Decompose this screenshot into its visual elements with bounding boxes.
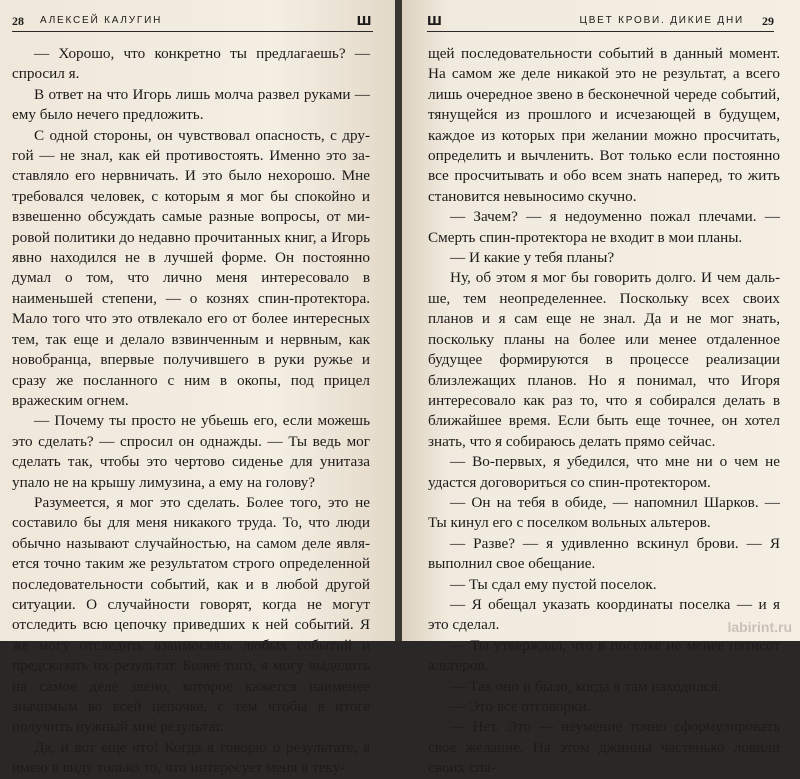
paragraph: — Ты сдал ему пустой поселок.: [450, 575, 657, 593]
paragraph: — И какие у тебя планы?: [450, 249, 615, 267]
paragraph: — Ты утверждал, что в поселке не менее пятисот альтеров.: [428, 636, 780, 675]
page-number: 28: [12, 14, 24, 28]
paragraph: — Я обещал указать координаты поселка — и я это сделал.: [428, 595, 780, 634]
paragraph: — Так оно и было, когда я там находился.: [450, 677, 722, 695]
paragraph: — Он на тебя в обиде, — напомнил Шарков. — Ты кинул его с поселком вольных альтеров.: [428, 493, 780, 532]
paragraph: — Почему ты просто не убьешь его, если можешь это сделать? — спросил он однажды. — Ты ведь мог сделать так, чтобы это чертово сиденье для унитаза упало не на крышу лимузина, а ему на голову?: [12, 412, 370, 491]
paragraph: — Хорошо, что конкретно ты предлагаешь? — спросил я.: [12, 45, 370, 83]
paragraph: В ответ на что Игорь лишь молча развел руками — ему было нечего предложить.: [12, 85, 370, 124]
right-page: [402, 0, 800, 777]
header-rule: [427, 31, 774, 32]
paragraph: — Разве? — я удивленно вскинул брови. — Я выполнил свое обещание.: [428, 534, 780, 573]
left-page: [0, 0, 395, 777]
page-header: [12, 14, 373, 34]
paragraph: щей последовательности событий в данный момент. На самом же деле никакой это не результат, а всего лишь очередное звено в бесконечной череде событий, тянущейся из прошлого и исчезающей в будущем, каждое из которых при желании можно просчитать, определить и вычленить. Вот только если постоянно все просчитывать и обо всем знать наперед, то жить становится невыносимо скучно.: [428, 45, 780, 205]
paragraph: — Это все отговорки.: [450, 698, 591, 715]
page-text: [428, 44, 780, 779]
watermark: labirint.ru: [727, 619, 792, 635]
running-head-author: АЛЕКСЕЙ КАЛУГИН: [40, 15, 163, 26]
publisher-mark-icon: Ш: [427, 14, 444, 28]
page-number: 29: [762, 14, 774, 28]
running-head-title: ЦВЕТ КРОВИ. ДИКИЕ ДНИ: [579, 15, 744, 26]
paragraph: — Зачем? — я недоуменно пожал плечами. — Смерть спин-протектора не входит в мои планы.: [428, 208, 780, 246]
paragraph: Разумеется, я мог это сделать. Более того, это не составило бы для меня никакого труда. То, что люди обычно называют случайностью, на самом деле является точно таким же результатом строго определенной последовательности событий, как и в любой другой ситуации. О случайности говорят, когда не могут отследить всю цепочку приведших к ней событий. Я же могу отследить взаимосвязь любых событий и предсказать их результат. Более того, я могу выделить на самое деле звено, которое кажется наименее значимым во всей цепочке, с тем чтобы в итоге получить нужный мне результат.: [12, 493, 370, 736]
paragraph: Да, и вот еще что! Когда я говорю о результате, я имею в виду только то, что интересует меня в теку-: [12, 738, 370, 777]
page-text: [12, 44, 370, 779]
book-gutter: [395, 0, 402, 641]
page-header: [427, 14, 774, 34]
paragraph: — Во-первых, я убедился, что мне ни о чем не удастся договориться со спин-протектором.: [428, 453, 780, 491]
header-rule: [12, 31, 373, 32]
publisher-mark-icon: Ш: [356, 14, 373, 28]
paragraph: Ну, об этом я мог бы говорить долго. И чем дальше, тем неопределеннее. Поскольку всех своих планов и я сам еще не знал. Да и не мог знать, поскольку планы на более или менее отдаленное будущее формируются в процессе реализации близлежащих планов. Но я понимал, что Игоря интересовало как раз то, что я собирался делать в ближайшее время. Если быть еще точнее, он хотел знать, что я собираюсь делать прямо сейчас.: [428, 269, 780, 450]
paragraph: — Нет. Это — неумение точно сформулировать свое желание. На этом джинны частенько ловили своих спа-: [428, 718, 780, 777]
paragraph: С одной стороны, он чувствовал опасность, с другой — не знал, как ей противостоять. Именно это заставляло его нервничать. И это было нехорошо. Мне требовался человек, с которым я мог бы спокойно и взвешенно обсуждать самые разные вопросы, от мировой политики до недавно прочитанных книг, а Игорь явно находился не в лучшей форме. Он постоянно думал о том, что лично меня интересовало в наименьшей степени, — о кознях спин-протектора. Мало того что это отвлекало его от более интересных тем, так еще и делало взвинченным и нервным, как новобранца, впервые получившего в руки ружье и сразу же посланного с ним в окопы, под прицел вражеским огнем.: [12, 126, 370, 409]
